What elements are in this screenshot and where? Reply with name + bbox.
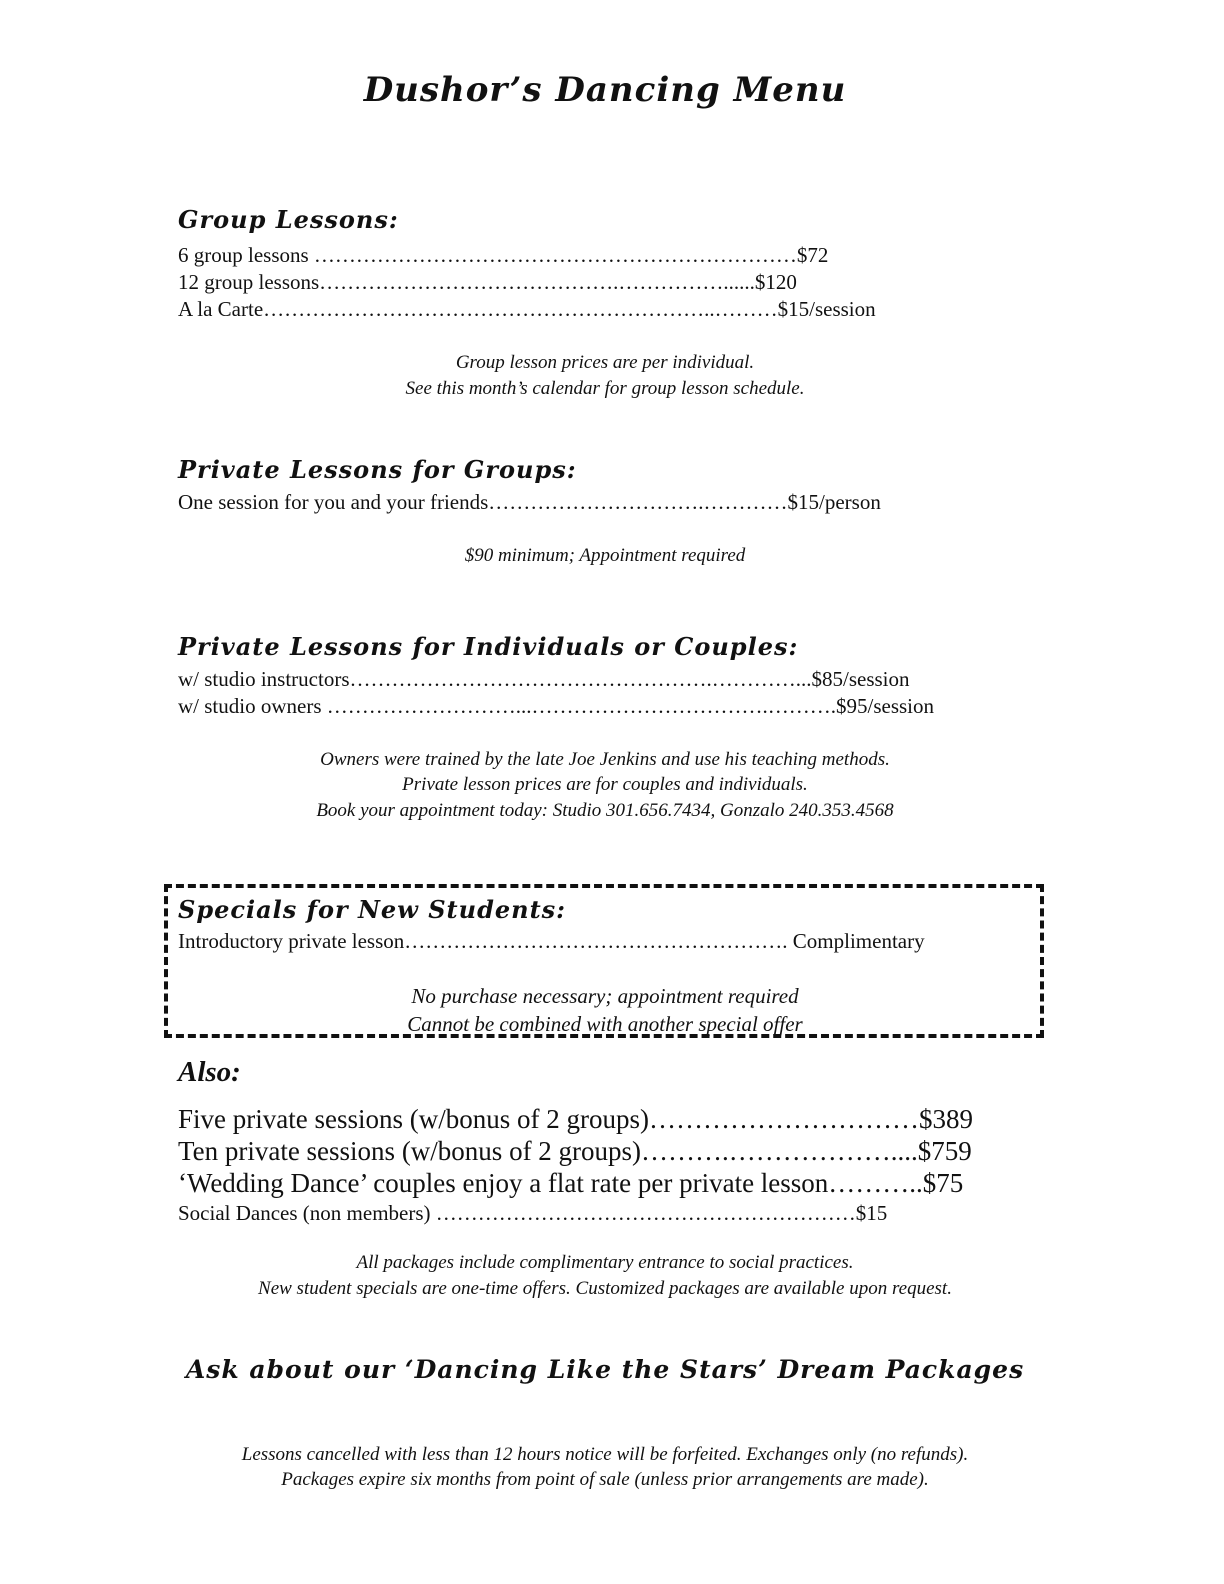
private-individuals-item-2: w/ studio owners ………………………...…………………………….……….$95/session	[178, 694, 934, 718]
also-note-2: New student specials are one-time offers. Customized packages are available upon request.	[258, 1278, 952, 1299]
also-item-social-dances: Social Dances (non members) ……………………………………………………$15	[178, 1201, 888, 1225]
group-lessons-heading: Group Lessons:	[178, 205, 399, 234]
private-individuals-note-2: Private lesson prices are for couples and individuals.	[402, 774, 808, 795]
private-individuals-item-1: w/ studio instructors…………………………………………….…………...$85/session	[178, 667, 910, 691]
group-lessons-note-1: Group lesson prices are per individual.	[455, 352, 755, 373]
specials-note-2: Cannot be combined with another special offer	[407, 1012, 803, 1036]
also-heading: Also:	[178, 1056, 241, 1088]
group-lessons-item-3: A la Carte………………………………………………………..………$15/session	[178, 297, 876, 321]
group-lessons-note-2: See this month’s calendar for group lesson schedule.	[405, 378, 805, 399]
dream-packages-banner: Ask about our ‘Dancing Like the Stars’ Dream Packages	[185, 1355, 1025, 1384]
private-groups-heading: Private Lessons for Groups:	[178, 455, 577, 484]
also-item-1: Five private sessions (w/bonus of 2 groups)…………………………$389	[178, 1104, 973, 1134]
private-individuals-note-1: Owners were trained by the late Joe Jenkins and use his teaching methods.	[320, 749, 890, 770]
private-individuals-heading: Private Lessons for Individuals or Couples:	[178, 632, 799, 661]
group-lessons-item-2: 12 group lessons…………………………………….……………......$120	[178, 270, 797, 294]
page-title: Dushor’s Dancing Menu	[363, 70, 847, 110]
private-groups-note-1: $90 minimum; Appointment required	[464, 545, 746, 566]
also-item-3: ‘Wedding Dance’ couples enjoy a flat rate per private lesson………..$75	[178, 1168, 964, 1198]
also-note-1: All packages include complimentary entrance to social practices.	[356, 1252, 854, 1273]
specials-note-1: No purchase necessary; appointment required	[411, 984, 799, 1008]
specials-item-1: Introductory private lesson………………………………………………. Complimentary	[178, 929, 925, 953]
private-individuals-note-3: Book your appointment today: Studio 301.656.7434, Gonzalo 240.353.4568	[316, 800, 894, 821]
group-lessons-item-1: 6 group lessons ……………………………………………………………$72	[178, 243, 829, 267]
private-groups-item-1: One session for you and your friends………………………….…………$15/person	[178, 490, 881, 514]
specials-heading: Specials for New Students:	[178, 895, 567, 924]
footer-note-1: Lessons cancelled with less than 12 hours notice will be forfeited. Exchanges only (no refunds).	[241, 1444, 969, 1465]
also-item-2: Ten private sessions (w/bonus of 2 groups)……….………………....$759	[178, 1136, 972, 1166]
footer-note-2: Packages expire six months from point of sale (unless prior arrangements are made).	[281, 1469, 929, 1490]
